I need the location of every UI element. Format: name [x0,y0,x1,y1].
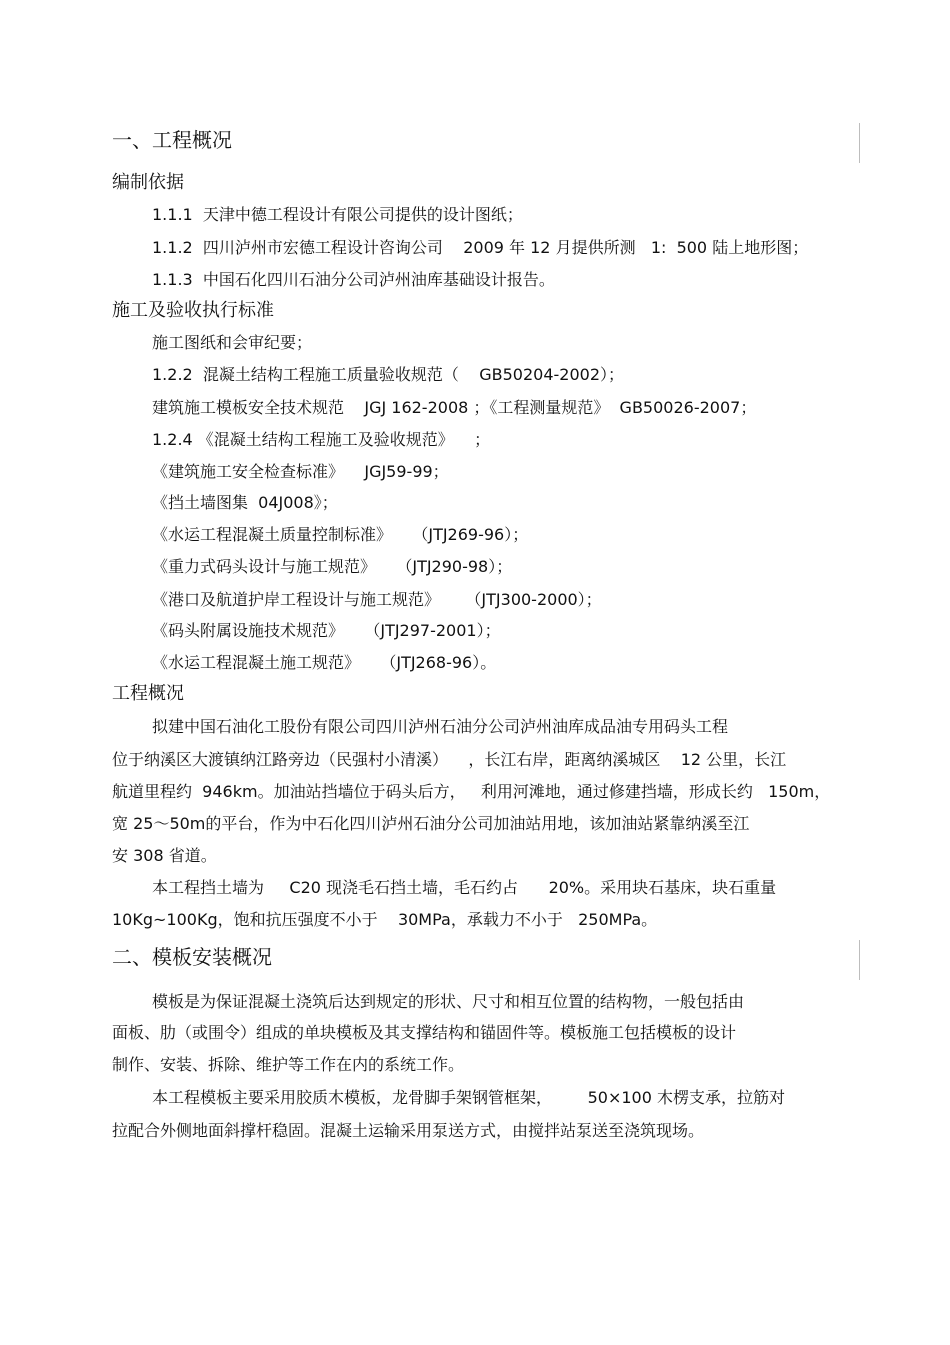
basis-item-3: 1.1.3 中国石化四川石油分公司泸州油库基础设计报告。 [152,270,555,289]
standards-item-7: 《水运工程混凝土质量控制标准》 （JTJ269-96）； [152,525,529,544]
overview-p2-line1: 本工程挡土墙为 C20 现浇毛石挡土墙，毛石约占 20%。采用块石基床，块石重量 [152,878,777,897]
overview-p2-line2: 10Kg~100Kg，饱和抗压强度不小于 30MPa，承载力不小于 250MPa。 [112,910,658,929]
margin-mark-top [859,123,860,163]
overview-p1-line1: 拟建中国石油化工股份有限公司四川泸州石油分公司泸州油库成品油专用码头工程 [152,717,729,736]
basis-item-2: 1.1.2 四川泸州市宏德工程设计咨询公司 2009 年 12 月提供所测 1: 500 陆上地形图； [152,238,809,257]
overview-p1-line2: 位于纳溪区大渡镇纳江路旁边（民强村小清溪） ，长江右岸，距离纳溪城区 12 公里，长江 [112,750,787,769]
standards-item-6: 《挡土墙图集 04J008》； [152,493,338,512]
section2-p2-line2: 拉配合外侧地面斜撑杆稳固。混凝土运输采用泵送方式，由搅拌站泵送至浇筑现场。 [112,1121,705,1140]
standards-item-8: 《重力式码头设计与施工规范》 （JTJ290-98）； [152,557,513,576]
standards-item-3: 建筑施工模板安全技术规范 JGJ 162-2008 ；《工程测量规范》 GB50026-2007； [152,398,757,417]
standards-item-5: 《建筑施工安全检查标准》 JGJ59-99； [152,462,449,481]
overview-heading: 工程概况 [112,683,184,704]
section2-p1-line2: 面板、肋（或围令）组成的单块模板及其支撑结构和锚固件等。模板施工包括模板的设计 [112,1023,737,1042]
standards-heading: 施工及验收执行标准 [112,300,274,321]
standards-item-10: 《码头附属设施技术规范》 （JTJ297-2001）； [152,621,501,640]
overview-p1-line4: 宽 25～50m的平台，作为中石化四川泸州石油分公司加油站用地，该加油站紧靠纳溪至江 [112,814,750,833]
margin-mark-mid [859,940,860,980]
standards-item-1: 施工图纸和会审纪要； [152,333,313,352]
overview-p1-line3: 航道里程约 946km。加油站挡墙位于码头后方， 利用河滩地，通过修建挡墙，形成长约 150m， [112,782,831,801]
standards-item-11: 《水运工程混凝土施工规范》 （JTJ268-96）。 [152,653,497,672]
section2-p1-line3: 制作、安装、拆除、维护等工作在内的系统工作。 [112,1055,465,1074]
standards-item-4: 1.2.4 《混凝土结构工程施工及验收规范》 ； [152,430,491,449]
overview-p1-line5: 安 308 省道。 [112,846,217,865]
basis-item-1: 1.1.1 天津中德工程设计有限公司提供的设计图纸； [152,205,523,224]
standards-item-2: 1.2.2 混凝土结构工程施工质量验收规范（ GB50204-2002）； [152,365,624,384]
standards-item-9: 《港口及航道护岸工程设计与施工规范》 （JTJ300-2000）； [152,590,602,609]
basis-heading: 编制依据 [112,172,184,193]
section2-p2-line1: 本工程模板主要采用胶质木模板，龙骨脚手架钢管框架， 50×100 木楞支承，拉筋对 [152,1088,785,1107]
section2-title: 二、模板安装概况 [112,945,272,969]
section1-title: 一、工程概况 [112,128,232,152]
section2-p1-line1: 模板是为保证混凝土浇筑后达到规定的形状、尺寸和相互位置的结构物，一般包括由 [152,992,745,1011]
